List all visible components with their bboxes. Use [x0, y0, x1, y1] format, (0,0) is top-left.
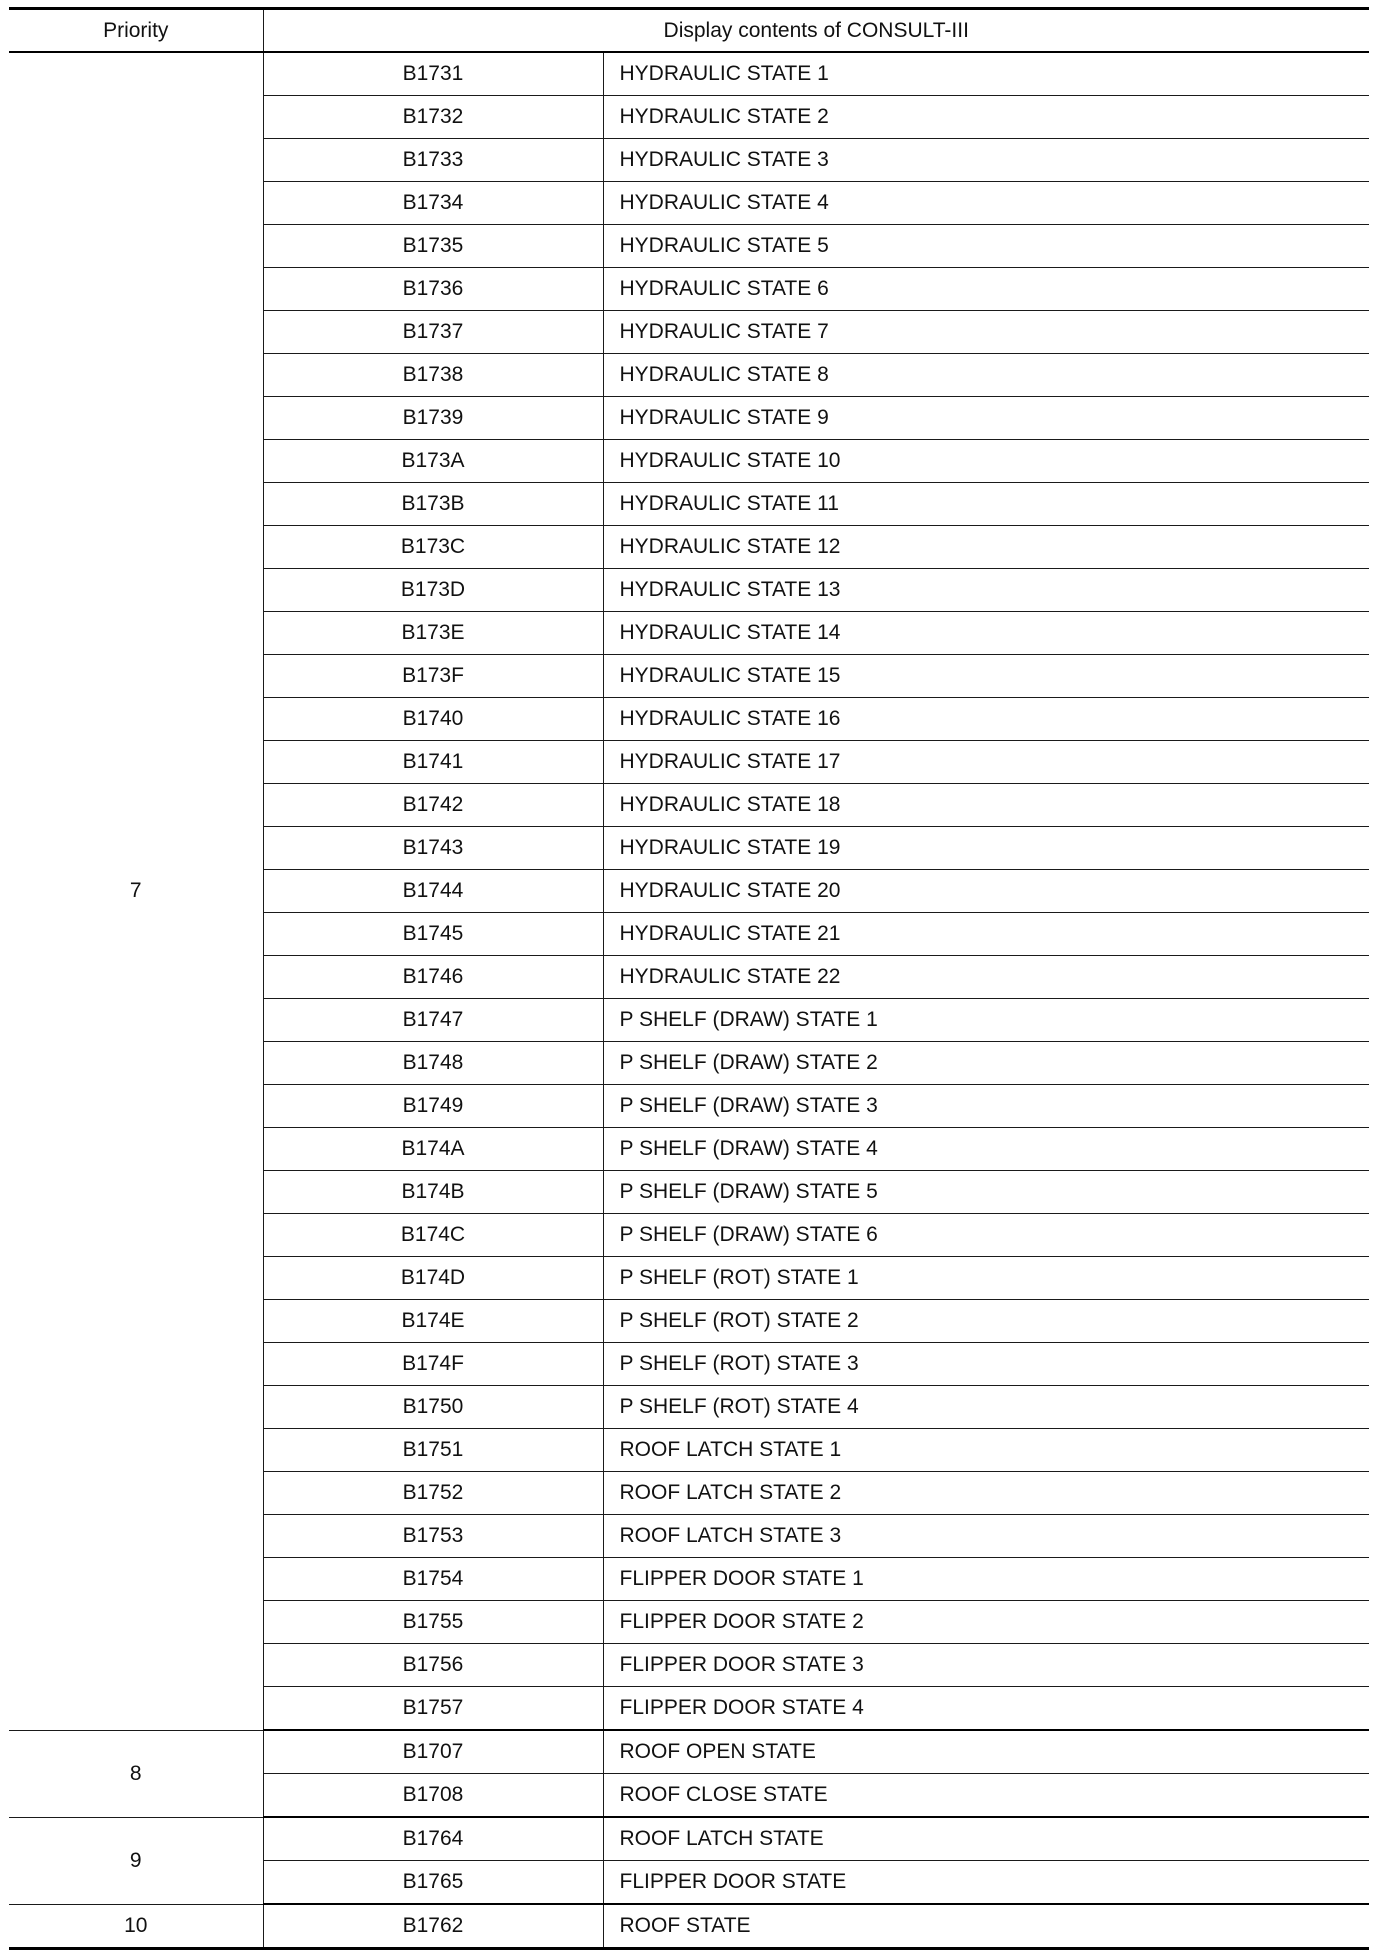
display-contents-cell: ROOF CLOSE STATE: [603, 1774, 1369, 1818]
priority-cell: 7: [9, 52, 263, 1730]
display-contents-cell: FLIPPER DOOR STATE 1: [603, 1558, 1369, 1601]
dtc-code-cell: B1755: [263, 1601, 603, 1644]
display-contents-cell: HYDRAULIC STATE 3: [603, 139, 1369, 182]
display-contents-cell: HYDRAULIC STATE 6: [603, 268, 1369, 311]
dtc-code-cell: B1735: [263, 225, 603, 268]
display-contents-cell: FLIPPER DOOR STATE 3: [603, 1644, 1369, 1687]
display-contents-cell: HYDRAULIC STATE 21: [603, 913, 1369, 956]
display-contents-cell: FLIPPER DOOR STATE 2: [603, 1601, 1369, 1644]
dtc-code-cell: B1741: [263, 741, 603, 784]
dtc-code-cell: B1753: [263, 1515, 603, 1558]
dtc-code-cell: B1737: [263, 311, 603, 354]
display-contents-cell: HYDRAULIC STATE 19: [603, 827, 1369, 870]
dtc-code-cell: B1757: [263, 1687, 603, 1731]
display-contents-cell: P SHELF (DRAW) STATE 2: [603, 1042, 1369, 1085]
display-contents-cell: P SHELF (DRAW) STATE 3: [603, 1085, 1369, 1128]
dtc-code-cell: B173B: [263, 483, 603, 526]
display-contents-cell: P SHELF (ROT) STATE 3: [603, 1343, 1369, 1386]
dtc-code-cell: B174A: [263, 1128, 603, 1171]
dtc-code-cell: B1732: [263, 96, 603, 139]
display-contents-cell: HYDRAULIC STATE 2: [603, 96, 1369, 139]
dtc-code-cell: B1731: [263, 52, 603, 96]
dtc-code-cell: B1747: [263, 999, 603, 1042]
dtc-code-cell: B1745: [263, 913, 603, 956]
display-contents-cell: P SHELF (DRAW) STATE 6: [603, 1214, 1369, 1257]
dtc-code-cell: B1734: [263, 182, 603, 225]
dtc-code-cell: B1762: [263, 1904, 603, 1949]
dtc-code-cell: B174F: [263, 1343, 603, 1386]
display-contents-cell: P SHELF (DRAW) STATE 1: [603, 999, 1369, 1042]
dtc-code-cell: B1740: [263, 698, 603, 741]
dtc-code-cell: B174C: [263, 1214, 603, 1257]
display-contents-cell: HYDRAULIC STATE 9: [603, 397, 1369, 440]
display-contents-cell: P SHELF (DRAW) STATE 5: [603, 1171, 1369, 1214]
dtc-code-cell: B1744: [263, 870, 603, 913]
display-contents-cell: FLIPPER DOOR STATE: [603, 1861, 1369, 1905]
dtc-code-cell: B173E: [263, 612, 603, 655]
display-contents-cell: HYDRAULIC STATE 17: [603, 741, 1369, 784]
display-contents-cell: HYDRAULIC STATE 20: [603, 870, 1369, 913]
display-contents-cell: ROOF LATCH STATE 1: [603, 1429, 1369, 1472]
dtc-code-cell: B173A: [263, 440, 603, 483]
dtc-code-cell: B1739: [263, 397, 603, 440]
display-contents-cell: HYDRAULIC STATE 8: [603, 354, 1369, 397]
dtc-code-cell: B174D: [263, 1257, 603, 1300]
priority-cell: 8: [9, 1730, 263, 1817]
dtc-code-cell: B1746: [263, 956, 603, 999]
priority-column-header: Priority: [9, 9, 263, 53]
display-contents-cell: P SHELF (ROT) STATE 1: [603, 1257, 1369, 1300]
display-contents-cell: HYDRAULIC STATE 7: [603, 311, 1369, 354]
table-row: [9, 1904, 1369, 1949]
dtc-code-cell: B173C: [263, 526, 603, 569]
display-contents-cell: P SHELF (ROT) STATE 2: [603, 1300, 1369, 1343]
priority-cell: 10: [9, 1904, 263, 1949]
display-contents-cell: ROOF OPEN STATE: [603, 1730, 1369, 1774]
table-body: [9, 52, 1369, 1949]
dtc-code-cell: B1756: [263, 1644, 603, 1687]
dtc-code-cell: B1742: [263, 784, 603, 827]
display-contents-cell: HYDRAULIC STATE 4: [603, 182, 1369, 225]
display-contents-cell: HYDRAULIC STATE 18: [603, 784, 1369, 827]
display-contents-cell: ROOF LATCH STATE 3: [603, 1515, 1369, 1558]
display-contents-cell: FLIPPER DOOR STATE 4: [603, 1687, 1369, 1731]
dtc-code-cell: B1738: [263, 354, 603, 397]
dtc-code-cell: B1733: [263, 139, 603, 182]
display-contents-cell: ROOF STATE: [603, 1904, 1369, 1949]
dtc-code-cell: B1743: [263, 827, 603, 870]
dtc-code-cell: B1765: [263, 1861, 603, 1905]
dtc-code-cell: B1707: [263, 1730, 603, 1774]
display-contents-cell: HYDRAULIC STATE 22: [603, 956, 1369, 999]
display-contents-cell: ROOF LATCH STATE 2: [603, 1472, 1369, 1515]
dtc-code-cell: B1749: [263, 1085, 603, 1128]
dtc-code-cell: B1736: [263, 268, 603, 311]
dtc-code-cell: B1708: [263, 1774, 603, 1818]
dtc-code-cell: B1764: [263, 1817, 603, 1861]
display-contents-cell: HYDRAULIC STATE 5: [603, 225, 1369, 268]
display-contents-cell: ROOF LATCH STATE: [603, 1817, 1369, 1861]
table-header-row: [9, 9, 1369, 53]
dtc-code-cell: B1752: [263, 1472, 603, 1515]
display-contents-column-header: Display contents of CONSULT-III: [263, 9, 1369, 53]
dtc-code-cell: B1750: [263, 1386, 603, 1429]
dtc-code-cell: B173F: [263, 655, 603, 698]
dtc-code-cell: B174E: [263, 1300, 603, 1343]
display-contents-cell: HYDRAULIC STATE 11: [603, 483, 1369, 526]
display-contents-cell: P SHELF (ROT) STATE 4: [603, 1386, 1369, 1429]
table-row: [9, 52, 1369, 96]
table-row: [9, 1817, 1369, 1861]
dtc-code-cell: B173D: [263, 569, 603, 612]
display-contents-cell: HYDRAULIC STATE 12: [603, 526, 1369, 569]
priority-dtc-table: [9, 7, 1369, 1950]
display-contents-cell: P SHELF (DRAW) STATE 4: [603, 1128, 1369, 1171]
display-contents-cell: HYDRAULIC STATE 10: [603, 440, 1369, 483]
display-contents-cell: HYDRAULIC STATE 1: [603, 52, 1369, 96]
priority-cell: 9: [9, 1817, 263, 1904]
dtc-code-cell: B1748: [263, 1042, 603, 1085]
display-contents-cell: HYDRAULIC STATE 16: [603, 698, 1369, 741]
display-contents-cell: HYDRAULIC STATE 15: [603, 655, 1369, 698]
dtc-code-cell: B1754: [263, 1558, 603, 1601]
display-contents-cell: HYDRAULIC STATE 14: [603, 612, 1369, 655]
dtc-code-cell: B1751: [263, 1429, 603, 1472]
display-contents-cell: HYDRAULIC STATE 13: [603, 569, 1369, 612]
table-row: [9, 1730, 1369, 1774]
dtc-code-cell: B174B: [263, 1171, 603, 1214]
